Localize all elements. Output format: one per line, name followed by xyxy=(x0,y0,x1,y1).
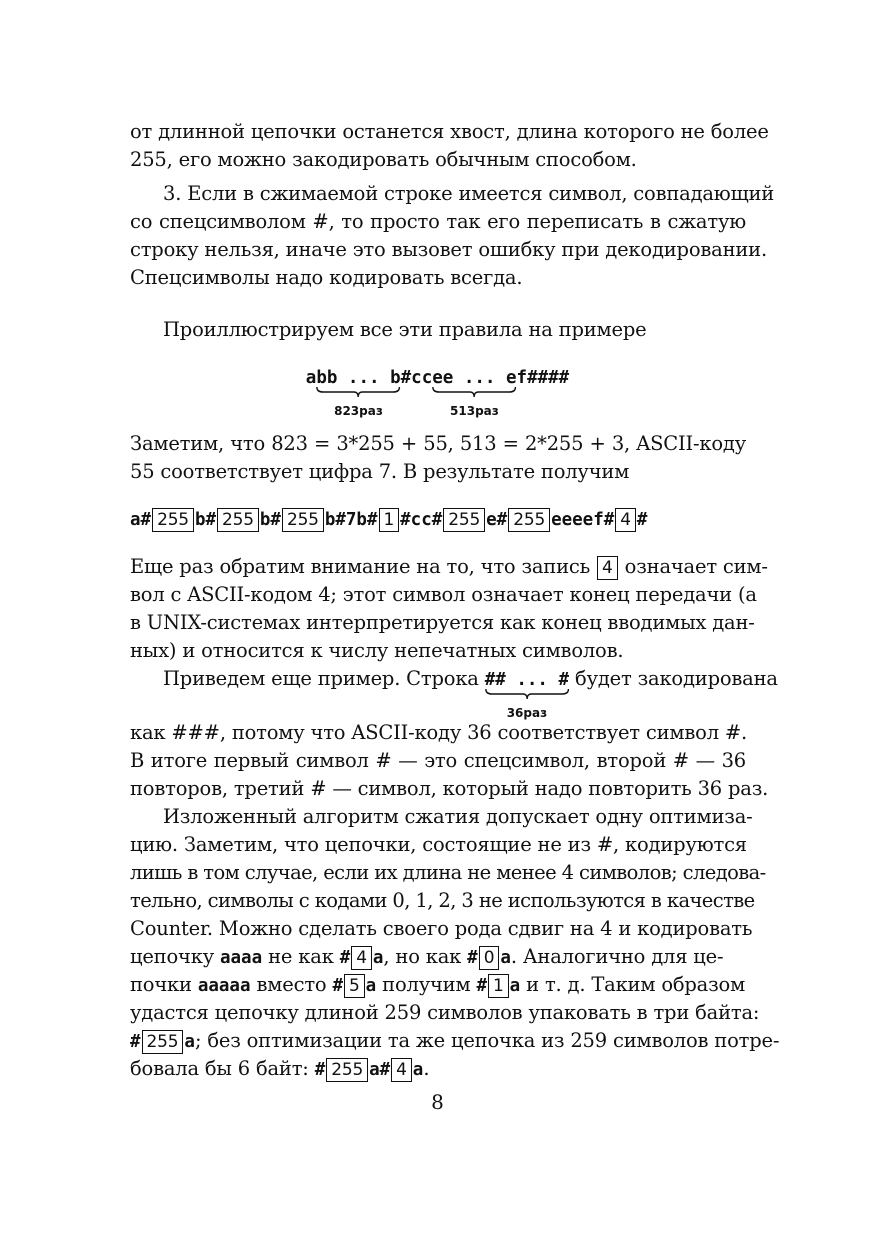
text-span: . Аналогично для це- xyxy=(510,945,724,968)
text-line: 55 соответствует цифра 7. В результате получим xyxy=(130,460,630,483)
encoded-part: b#7b# xyxy=(324,510,378,530)
underbrace-icon xyxy=(485,689,569,699)
byte-box: 255 xyxy=(443,508,485,532)
byte-box: 4 xyxy=(615,508,636,532)
text-span: будет закодирована xyxy=(575,667,778,690)
text-line: как ###, потому что ASCII-коду 36 соответствует символ #. xyxy=(130,721,748,744)
byte-box: 4 xyxy=(597,556,618,580)
text-line: повторов, третий # — символ, который надо повторить 36 раз. xyxy=(130,777,769,800)
example-part: # xyxy=(332,976,343,996)
text-line: в UNIX-системах интерпретируется как конец вводимых дан- xyxy=(130,611,755,634)
text-line: удастся цепочку длиной 259 символов упаковать в три байта: xyxy=(130,1001,760,1024)
text-span: получим xyxy=(382,973,471,996)
repeat-brace-group xyxy=(316,363,401,418)
byte-box: 255 xyxy=(326,1058,368,1082)
example-part: # xyxy=(314,1060,326,1080)
example-part: f#### xyxy=(516,368,570,388)
text-line xyxy=(130,971,746,1000)
text-span: ; без оптимизации та же цепочка из 259 символов потре- xyxy=(194,1029,780,1052)
example-part: a# xyxy=(369,1060,391,1080)
example-part: a xyxy=(365,976,377,996)
text-span: означает сим- xyxy=(624,555,768,578)
underbrace-icon xyxy=(432,387,516,397)
page-number: 8 xyxy=(431,1090,444,1114)
encoded-part: b# xyxy=(194,510,217,530)
encoded-part: b# xyxy=(259,510,281,530)
text-line: лишь в том случае, если их длина не менее 4 символов; следова- xyxy=(130,861,766,884)
encoded-part: e# xyxy=(486,510,508,530)
encoded-part: #cc# xyxy=(400,510,443,530)
text-line xyxy=(163,665,778,720)
text-span: и т. д. Таким образом xyxy=(526,973,746,996)
text-line xyxy=(130,1027,780,1056)
brace-label: 513раз xyxy=(450,404,499,418)
text-line: Спецсимволы надо кодировать всегда. xyxy=(130,266,523,289)
byte-box: 255 xyxy=(142,1030,184,1054)
text-line: строку нельзя, иначе это вызовет ошибку при декодировании. xyxy=(130,238,767,261)
byte-box: 4 xyxy=(391,1058,412,1082)
text-line: тельно, символы с кодами 0, 1, 2, 3 не используются в качестве xyxy=(130,889,755,912)
example-part: # xyxy=(467,948,478,968)
byte-box: 5 xyxy=(344,974,365,998)
text-span: , но как xyxy=(383,945,462,968)
encoded-string xyxy=(130,505,750,534)
text-span: цепочку xyxy=(130,945,214,968)
text-span: почки xyxy=(130,973,192,996)
text-line: от длинной цепочки останется хвост, длина которого не более xyxy=(130,120,769,143)
text-span: . xyxy=(423,1057,430,1080)
text-line: 3. Если в сжимаемой строке имеется символ, совпадающий xyxy=(163,182,775,205)
example-part: ee ... e xyxy=(432,368,517,388)
text-span: бовала бы 6 байт: xyxy=(130,1057,309,1080)
text-line: Counter. Можно сделать своего рода сдвиг на 4 и кодировать xyxy=(130,917,753,940)
text-line: со спецсимволом #, то просто так его переписать в сжатую xyxy=(130,210,746,233)
example-part: bb ... b xyxy=(316,368,401,388)
example-part: a xyxy=(184,1032,195,1052)
encoded-part: eeeef# xyxy=(551,510,615,530)
repeat-brace-group xyxy=(432,363,517,418)
underbrace-icon xyxy=(316,387,400,397)
brace-label: 36раз xyxy=(506,706,548,720)
text-span: не как xyxy=(268,945,334,968)
example-part: a xyxy=(412,1060,424,1080)
example-part: a xyxy=(305,368,317,388)
text-line: Изложенный алгоритм сжатия допускает одну оптимиза- xyxy=(163,805,753,828)
repeat-brace-group xyxy=(484,665,570,720)
byte-box: 255 xyxy=(152,508,194,532)
text-line xyxy=(130,943,746,972)
example-part: aaaaa xyxy=(197,976,251,996)
byte-box: 255 xyxy=(282,508,324,532)
text-line: Проиллюстрируем все эти правила на примере xyxy=(163,318,647,341)
text-line: цию. Заметим, что цепочки, состоящие не из #, кодируются xyxy=(130,833,747,856)
text-line xyxy=(130,553,768,581)
text-span: вместо xyxy=(256,973,327,996)
byte-box: 0 xyxy=(479,946,500,970)
example-part: # xyxy=(476,976,487,996)
byte-box: 4 xyxy=(351,946,372,970)
example-part: a xyxy=(372,948,384,968)
example-part: aaaa xyxy=(219,948,263,968)
example-part: a xyxy=(509,976,521,996)
byte-box: 255 xyxy=(508,508,550,532)
example-part: # xyxy=(130,1032,141,1052)
text-span: Еще раз обратим внимание на то, что запись xyxy=(130,555,591,578)
text-span: Приведем еще пример. Строка xyxy=(163,667,479,690)
text-line xyxy=(130,1055,746,1084)
text-line: 255, его можно закодировать обычным способом. xyxy=(130,148,637,171)
example-part: ## ... # xyxy=(484,670,570,690)
text-line: Заметим, что 823 = 3*255 + 55, 513 = 2*255 + 3, ASCII-коду xyxy=(130,432,746,455)
byte-box: 1 xyxy=(379,508,400,532)
example-part: #cc xyxy=(400,368,433,388)
text-line: ных) и относится к числу непечатных символов. xyxy=(130,639,624,662)
text-line: В итоге первый символ # — это спецсимвол, второй # — 36 xyxy=(130,749,746,772)
byte-box: 255 xyxy=(217,508,259,532)
byte-box: 1 xyxy=(488,974,509,998)
encoded-part: a# xyxy=(130,510,152,530)
example-string xyxy=(0,363,875,418)
example-part: a xyxy=(500,948,511,968)
example-part: # xyxy=(339,948,351,968)
encoded-part: # xyxy=(636,510,648,530)
text-line: вол с ASCII-кодом 4; этот символ означает конец передачи (а xyxy=(130,583,757,606)
brace-label: 823раз xyxy=(334,404,383,418)
